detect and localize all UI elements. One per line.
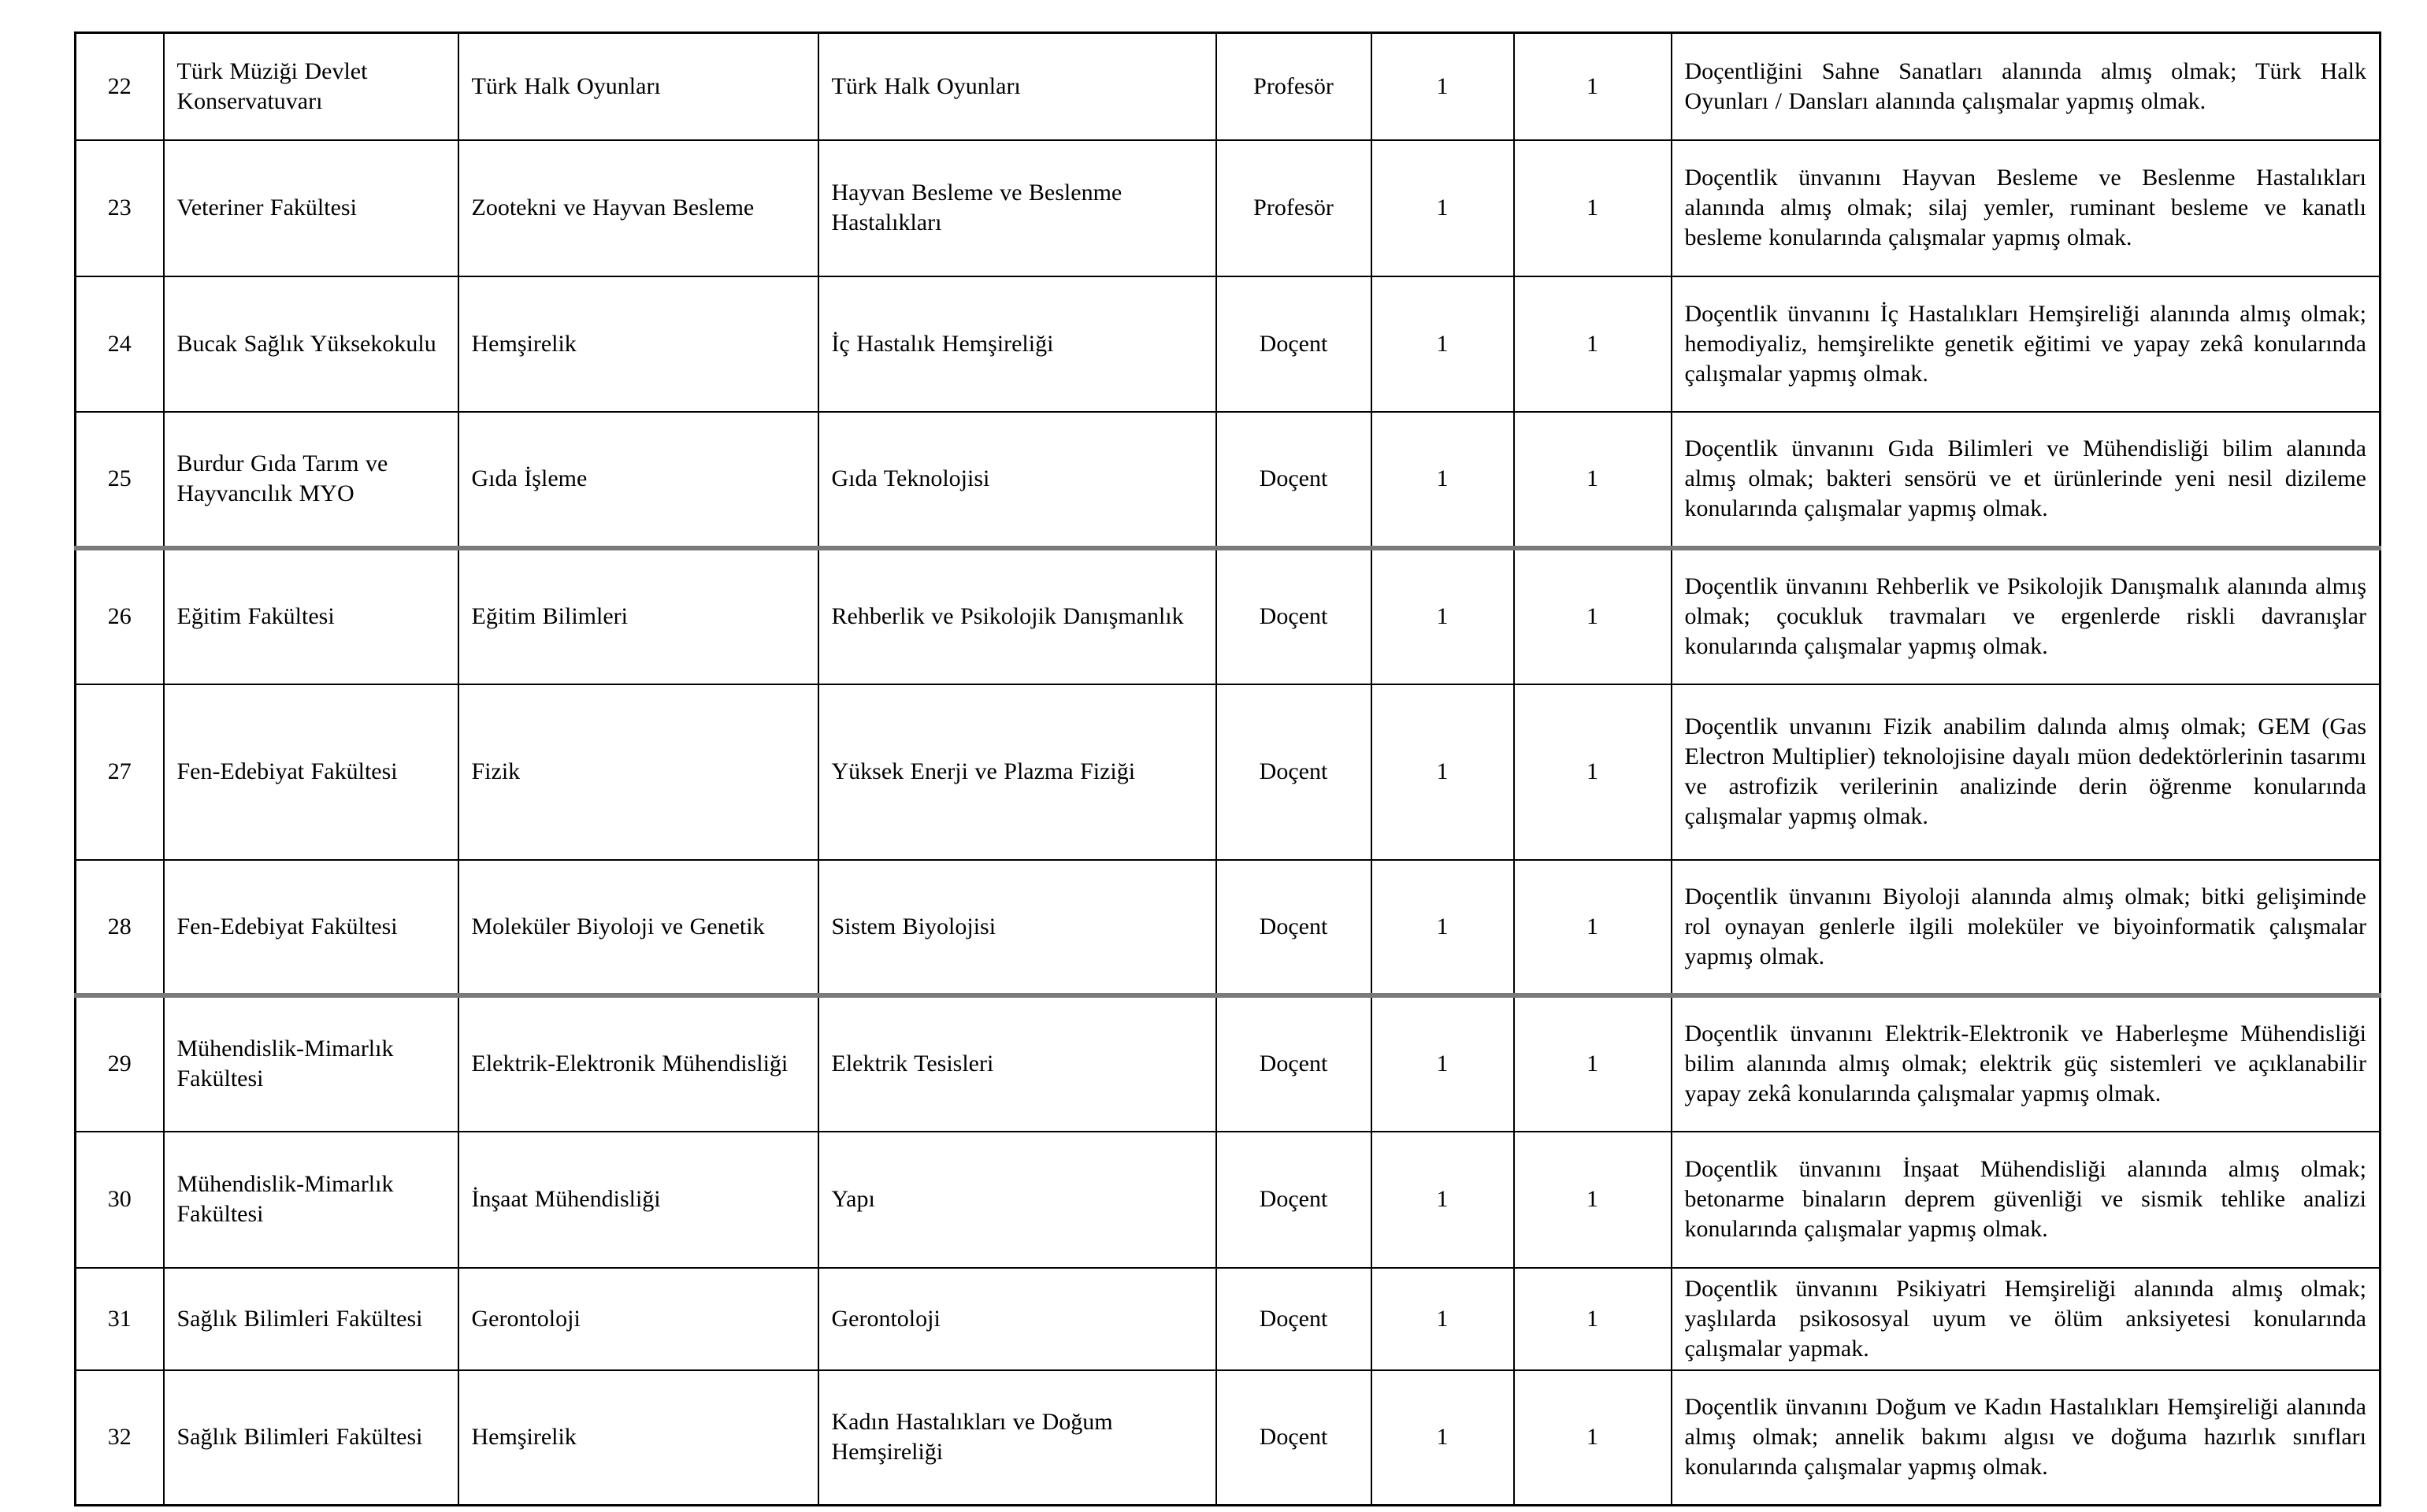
cell-quota2: 1 <box>1514 1132 1672 1268</box>
cell-requirement: Doçentlik ünvanını Biyoloji alanında almış olmak; bitki gelişiminde rol oynayan genlerle ilgili moleküler ve biyoinformatik çalışmalar yapmış olmak. <box>1672 860 2381 995</box>
cell-no: 25 <box>76 412 164 548</box>
cell-department: Fizik <box>458 684 818 860</box>
cell-quota2: 1 <box>1514 684 1672 860</box>
table-row <box>76 1132 2381 1268</box>
table-row <box>76 684 2381 860</box>
cell-requirement: Doçentlik ünvanını Elektrik-Elektronik ve Haberleşme Mühendisliği bilim alanında almış olmak; elektrik güç sistemleri ve açıklanabilir yapay zekâ konularında çalışmalar yapmış olmak. <box>1672 995 2381 1132</box>
cell-field: Gıda Teknolojisi <box>818 412 1216 548</box>
cell-title: Doçent <box>1216 1268 1371 1370</box>
cell-title: Profesör <box>1216 140 1371 276</box>
cell-field: Elektrik Tesisleri <box>818 995 1216 1132</box>
cell-field: Hayvan Besleme ve Beslenme Hastalıkları <box>818 140 1216 276</box>
cell-requirement: Doçentlik ünvanını İç Hastalıkları Hemşireliği alanında almış olmak; hemodiyaliz, hemşirelikte genetik eğitimi ve yapay zekâ konularında çalışmalar yapmış olmak. <box>1672 276 2381 412</box>
cell-faculty: Sağlık Bilimleri Fakültesi <box>164 1370 458 1506</box>
cell-title: Profesör <box>1216 33 1371 140</box>
cell-quota1: 1 <box>1371 1132 1514 1268</box>
cell-quota1: 1 <box>1371 860 1514 995</box>
table-row <box>76 995 2381 1132</box>
cell-no: 22 <box>76 33 164 140</box>
cell-department: İnşaat Mühendisliği <box>458 1132 818 1268</box>
cell-quota2: 1 <box>1514 140 1672 276</box>
cell-quota1: 1 <box>1371 1370 1514 1506</box>
cell-quota2: 1 <box>1514 548 1672 684</box>
cell-field: Rehberlik ve Psikolojik Danışmanlık <box>818 548 1216 684</box>
cell-faculty: Sağlık Bilimleri Fakültesi <box>164 1268 458 1370</box>
cell-no: 27 <box>76 684 164 860</box>
cell-faculty: Veteriner Fakültesi <box>164 140 458 276</box>
cell-quota1: 1 <box>1371 548 1514 684</box>
cell-quota2: 1 <box>1514 276 1672 412</box>
cell-no: 29 <box>76 995 164 1132</box>
cell-requirement: Doçentlik ünvanını Rehberlik ve Psikolojik Danışmalık alanında almış olmak; çocukluk travmaları ve ergenlerde riskli davranışlar konularında çalışmalar yapmış olmak. <box>1672 548 2381 684</box>
cell-title: Doçent <box>1216 276 1371 412</box>
cell-faculty: Türk Müziği Devlet Konservatuvarı <box>164 33 458 140</box>
cell-faculty: Burdur Gıda Tarım ve Hayvancılık MYO <box>164 412 458 548</box>
cell-no: 24 <box>76 276 164 412</box>
cell-no: 23 <box>76 140 164 276</box>
cell-quota1: 1 <box>1371 140 1514 276</box>
table-row <box>76 548 2381 684</box>
cell-field: İç Hastalık Hemşireliği <box>818 276 1216 412</box>
cell-department: Hemşirelik <box>458 1370 818 1506</box>
announcement-table-body <box>76 33 2381 1506</box>
academic-positions-table <box>74 32 2381 1506</box>
cell-title: Doçent <box>1216 1370 1371 1506</box>
cell-department: Elektrik-Elektronik Mühendisliği <box>458 995 818 1132</box>
cell-field: Yüksek Enerji ve Plazma Fiziği <box>818 684 1216 860</box>
cell-department: Hemşirelik <box>458 276 818 412</box>
cell-department: Zootekni ve Hayvan Besleme <box>458 140 818 276</box>
cell-title: Doçent <box>1216 548 1371 684</box>
cell-department: Gıda İşleme <box>458 412 818 548</box>
cell-no: 30 <box>76 1132 164 1268</box>
document-page <box>74 32 2379 1504</box>
cell-quota1: 1 <box>1371 995 1514 1132</box>
cell-no: 26 <box>76 548 164 684</box>
cell-requirement: Doçentlik ünvanını Psikiyatri Hemşireliği alanında almış olmak; yaşlılarda psikososyal uyum ve ölüm anksiyetesi konularında çalışmalar yapmak. <box>1672 1268 2381 1370</box>
cell-faculty: Bucak Sağlık Yüksekokulu <box>164 276 458 412</box>
cell-requirement: Doçentlik ünvanını Gıda Bilimleri ve Mühendisliği bilim alanında almış olmak; bakteri sensörü ve et ürünlerinde yeni nesil dizileme konularında çalışmalar yapmış olmak. <box>1672 412 2381 548</box>
cell-department: Moleküler Biyoloji ve Genetik <box>458 860 818 995</box>
cell-requirement: Doçentlik ünvanını Hayvan Besleme ve Beslenme Hastalıkları alanında almış olmak; silaj yemler, ruminant besleme ve kanatlı besleme konularında çalışmalar yapmış olmak. <box>1672 140 2381 276</box>
cell-quota1: 1 <box>1371 684 1514 860</box>
cell-field: Sistem Biyolojisi <box>818 860 1216 995</box>
cell-field: Kadın Hastalıkları ve Doğum Hemşireliği <box>818 1370 1216 1506</box>
cell-title: Doçent <box>1216 860 1371 995</box>
cell-faculty: Eğitim Fakültesi <box>164 548 458 684</box>
cell-no: 28 <box>76 860 164 995</box>
cell-title: Doçent <box>1216 412 1371 548</box>
cell-faculty: Fen-Edebiyat Fakültesi <box>164 860 458 995</box>
table-row <box>76 412 2381 548</box>
cell-field: Türk Halk Oyunları <box>818 33 1216 140</box>
cell-department: Türk Halk Oyunları <box>458 33 818 140</box>
cell-quota1: 1 <box>1371 412 1514 548</box>
cell-quota2: 1 <box>1514 412 1672 548</box>
cell-requirement: Doçentliğini Sahne Sanatları alanında almış olmak; Türk Halk Oyunları / Dansları alanında çalışmalar yapmış olmak. <box>1672 33 2381 140</box>
table-row <box>76 1370 2381 1506</box>
cell-faculty: Mühendislik-Mimarlık Fakültesi <box>164 1132 458 1268</box>
cell-faculty: Fen-Edebiyat Fakültesi <box>164 684 458 860</box>
cell-department: Gerontoloji <box>458 1268 818 1370</box>
cell-quota2: 1 <box>1514 1370 1672 1506</box>
cell-quota2: 1 <box>1514 995 1672 1132</box>
cell-quota2: 1 <box>1514 33 1672 140</box>
table-row <box>76 1268 2381 1370</box>
cell-quota1: 1 <box>1371 276 1514 412</box>
cell-quota2: 1 <box>1514 1268 1672 1370</box>
cell-requirement: Doçentlik unvanını Fizik anabilim dalında almış olmak; GEM (Gas Electron Multiplier) teknolojisine dayalı müon dedektörlerinin tasarımı ve astrofizik verilerinin analizinde derin öğrenme konularında çalışmalar yapmış olmak. <box>1672 684 2381 860</box>
table-row <box>76 860 2381 995</box>
cell-department: Eğitim Bilimleri <box>458 548 818 684</box>
cell-title: Doçent <box>1216 684 1371 860</box>
cell-field: Yapı <box>818 1132 1216 1268</box>
cell-title: Doçent <box>1216 1132 1371 1268</box>
cell-title: Doçent <box>1216 995 1371 1132</box>
cell-quota1: 1 <box>1371 33 1514 140</box>
cell-quota2: 1 <box>1514 860 1672 995</box>
cell-requirement: Doçentlik ünvanını İnşaat Mühendisliği alanında almış olmak; betonarme binaların deprem güvenliği ve sismik tehlike analizi konularında çalışmalar yapmış olmak. <box>1672 1132 2381 1268</box>
cell-faculty: Mühendislik-Mimarlık Fakültesi <box>164 995 458 1132</box>
cell-no: 31 <box>76 1268 164 1370</box>
cell-quota1: 1 <box>1371 1268 1514 1370</box>
table-row <box>76 140 2381 276</box>
cell-requirement: Doçentlik ünvanını Doğum ve Kadın Hastalıkları Hemşireliği alanında almış olmak; annelik bakımı algısı ve doğuma hazırlık sınıfları konularında çalışmalar yapmış olmak. <box>1672 1370 2381 1506</box>
cell-no: 32 <box>76 1370 164 1506</box>
table-row <box>76 276 2381 412</box>
cell-field: Gerontoloji <box>818 1268 1216 1370</box>
table-row <box>76 33 2381 140</box>
